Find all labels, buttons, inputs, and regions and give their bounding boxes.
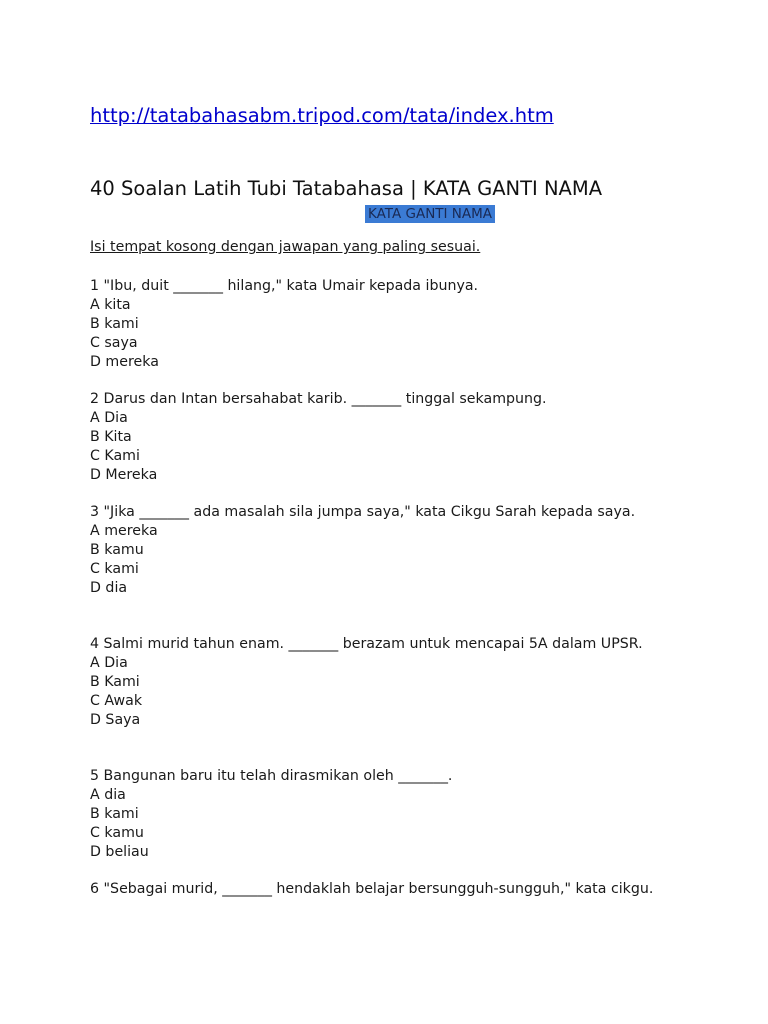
option-b: B kamu xyxy=(90,541,144,558)
option-c: C Awak xyxy=(90,692,143,709)
option-d: D mereka xyxy=(90,353,159,370)
question-5 xyxy=(90,767,670,862)
question-6 xyxy=(90,880,670,899)
option-d: D dia xyxy=(90,579,128,596)
question-2 xyxy=(90,390,670,485)
subtitle-highlight: KATA GANTI NAMA xyxy=(365,205,495,223)
question-4 xyxy=(90,635,670,730)
option-a: A dia xyxy=(90,786,126,803)
question-text: 3 "Jika _______ ada masalah sila jumpa saya," kata Cikgu Sarah kepada saya. xyxy=(90,504,636,520)
option-c: C kamu xyxy=(90,824,144,841)
option-b: B Kami xyxy=(90,673,140,690)
option-d: D Saya xyxy=(90,711,141,728)
option-c: C Kami xyxy=(90,447,140,464)
option-a: A Dia xyxy=(90,409,128,426)
question-text: 1 "Ibu, duit _______ hilang," kata Umair kepada ibunya. xyxy=(90,278,479,294)
question-text: 4 Salmi murid tahun enam. _______ berazam untuk mencapai 5A dalam UPSR. xyxy=(90,636,643,652)
option-d: D beliau xyxy=(90,843,149,860)
instruction-text: Isi tempat kosong dengan jawapan yang paling sesuai. xyxy=(90,239,481,255)
option-c: C kami xyxy=(90,560,139,577)
option-c: C saya xyxy=(90,334,138,351)
page-title: 40 Soalan Latih Tubi Tatabahasa | KATA GANTI NAMA xyxy=(90,177,603,200)
option-a: A Dia xyxy=(90,654,128,671)
question-text: 5 Bangunan baru itu telah dirasmikan oleh _______. xyxy=(90,768,453,784)
option-a: A mereka xyxy=(90,522,158,539)
option-d: D Mereka xyxy=(90,466,158,483)
question-1 xyxy=(90,277,670,372)
source-link[interactable]: http://tatabahasabm.tripod.com/tata/index.htm xyxy=(90,104,554,127)
option-b: B Kita xyxy=(90,428,132,445)
option-b: B kami xyxy=(90,805,139,822)
question-text: 2 Darus dan Intan bersahabat karib. _______ tinggal sekampung. xyxy=(90,391,547,407)
question-3 xyxy=(90,503,670,598)
subtitle-container xyxy=(90,203,546,223)
question-text: 6 "Sebagai murid, _______ hendaklah belajar bersungguh-sungguh," kata cikgu. xyxy=(90,881,654,897)
option-b: B kami xyxy=(90,315,139,332)
option-a: A kita xyxy=(90,296,131,313)
